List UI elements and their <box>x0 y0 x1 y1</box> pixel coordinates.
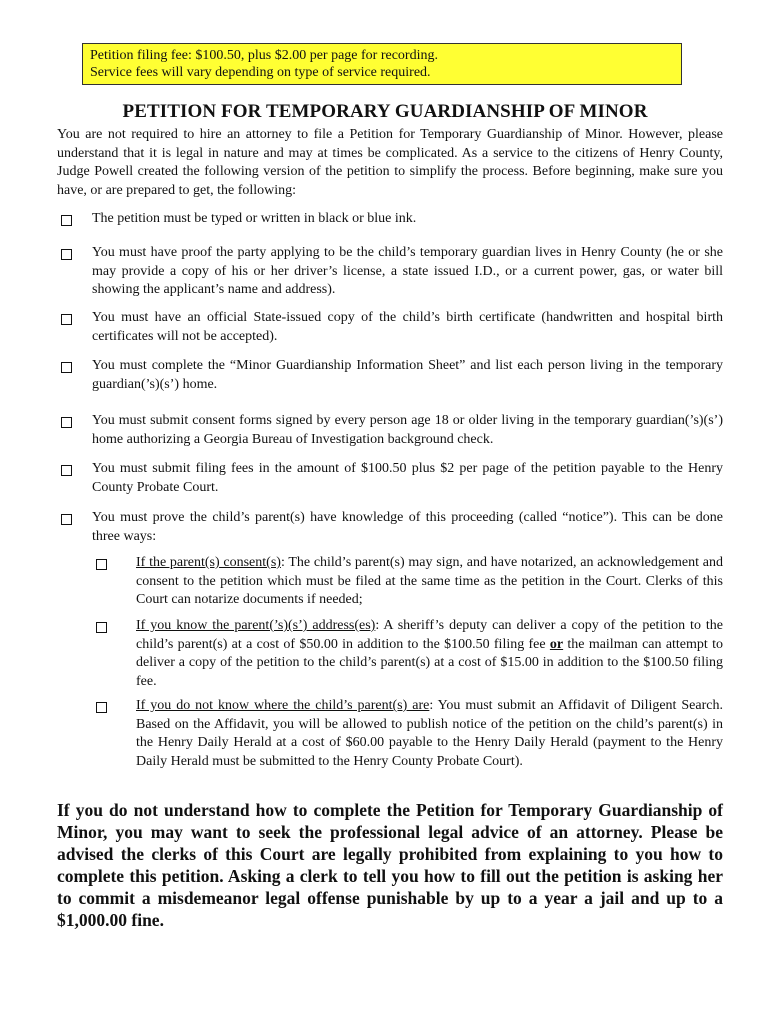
notice-line-2: Service fees will vary depending on type of service required. <box>90 65 431 80</box>
checklist-item-text: You must submit consent forms signed by every person age 18 or older living in the temporary guardian(’s)(s’) home authorizing a Georgia Bureau of Investigation background check. <box>92 413 723 447</box>
checklist-item <box>57 210 723 229</box>
checklist-item-text: The petition must be typed or written in black or blue ink. <box>92 211 417 226</box>
checkbox[interactable] <box>61 417 72 428</box>
checklist-item-text: You must submit filing fees in the amount of $100.50 plus $2 per page of the petition payable to the Henry County Probate Court. <box>92 461 723 495</box>
checklist-item-text: You must prove the child’s parent(s) have knowledge of this proceeding (called “notice”). This can be done three ways: <box>92 510 723 544</box>
notice-method-body: : A sheriff’s deputy can deliver a copy of the petition to the child’s parent(s) at a cost of $50.00 in addition to the $100.50 filing fee <box>136 618 723 652</box>
notice-line-1: Petition filing fee: $100.50, plus $2.00 per page for recording. <box>90 48 438 63</box>
checkbox[interactable] <box>61 362 72 373</box>
checklist-item-text: You must complete the “Minor Guardianship Information Sheet” and list each person living in the temporary guardian(’s)(s’) home. <box>92 358 723 392</box>
checklist-item <box>57 509 723 546</box>
checkbox[interactable] <box>61 314 72 325</box>
legal-warning: If you do not understand how to complete the Petition for Temporary Guardianship of Minor, you may want to seek the professional legal advice of an attorney. Please be advised the clerks of this Court are legally prohibited from explaining to you how to complete this petition. Asking a clerk to tell you how to fill out the petition is asking her to commit a misdemeanor legal offense punishable by up to a year a jail and up to a $1,000.00 fine. <box>57 800 723 930</box>
checkbox[interactable] <box>61 215 72 226</box>
notice-method-text <box>136 617 723 691</box>
checklist-item <box>57 309 723 346</box>
notice-method-known-address <box>94 617 723 691</box>
notice-method-body-end: the mailman can attempt to deliver a copy of the petition to the child’s parent(s) at a cost of $15.00 in addition to the $100.50 filing fee. <box>136 636 723 689</box>
notice-method-body: : The child’s parent(s) may sign, and have notarized, an acknowledgement and consent to the petition which must be filed at the same time as the petition in the Court. Clerks of this Court can notarize documents if needed; <box>136 555 723 607</box>
checklist-item <box>57 357 723 394</box>
checkbox[interactable] <box>96 702 107 713</box>
checklist-item <box>57 244 723 300</box>
checklist-item <box>57 412 723 449</box>
page-title: PETITION FOR TEMPORARY GUARDIANSHIP OF MINOR <box>122 101 648 122</box>
notice-method-heading: If the parent(s) consent(s) <box>136 555 281 570</box>
checkbox[interactable] <box>61 514 72 525</box>
checkbox[interactable] <box>61 249 72 260</box>
checklist-item-text: You must have proof the party applying to be the child’s temporary guardian lives in Henry County (he or she may provide a copy of his or her driver’s license, a state issued I.D., or a current power, gas, or water bill showing the applicant’s name and address). <box>92 245 723 297</box>
intro-paragraph: You are not required to hire an attorney to file a Petition for Temporary Guardianship of Minor. However, please understand that it is legal in nature and may at times be complicated. As a service to the citizens of Henry County, Judge Powell created the following version of the petition to simplify the process. Before beginning, make sure you have, or are prepared to get, the following: <box>57 127 723 198</box>
checkbox[interactable] <box>96 559 107 570</box>
notice-method-text <box>136 697 723 771</box>
notice-method-body: : You must submit an Affidavit of Diligent Search. Based on the Affidavit, you will be allowed to publish notice of the petition on the child’s parent(s) in the Henry Daily Herald at a cost of $60.00 payable to the Henry Daily Herald (payment to the Henry Daily Herald must be submitted to the Henry County Probate Court). <box>136 698 723 769</box>
checkbox[interactable] <box>96 622 107 633</box>
notice-method-text <box>136 554 723 610</box>
notice-method-unknown-address <box>94 697 723 771</box>
notice-method-heading: If you do not know where the child’s parent(s) are <box>136 698 430 713</box>
checklist-item <box>57 460 723 497</box>
notice-method-heading: If you know the parent(’s)(s’) address(es) <box>136 618 376 633</box>
checklist-item-text: You must have an official State-issued copy of the child’s birth certificate (handwritten and hospital birth certificates will not be accepted). <box>92 310 723 344</box>
filing-fee-notice <box>82 43 682 85</box>
notice-method-consent <box>94 554 723 610</box>
emphasis-or: or <box>549 636 564 652</box>
checkbox[interactable] <box>61 465 72 476</box>
